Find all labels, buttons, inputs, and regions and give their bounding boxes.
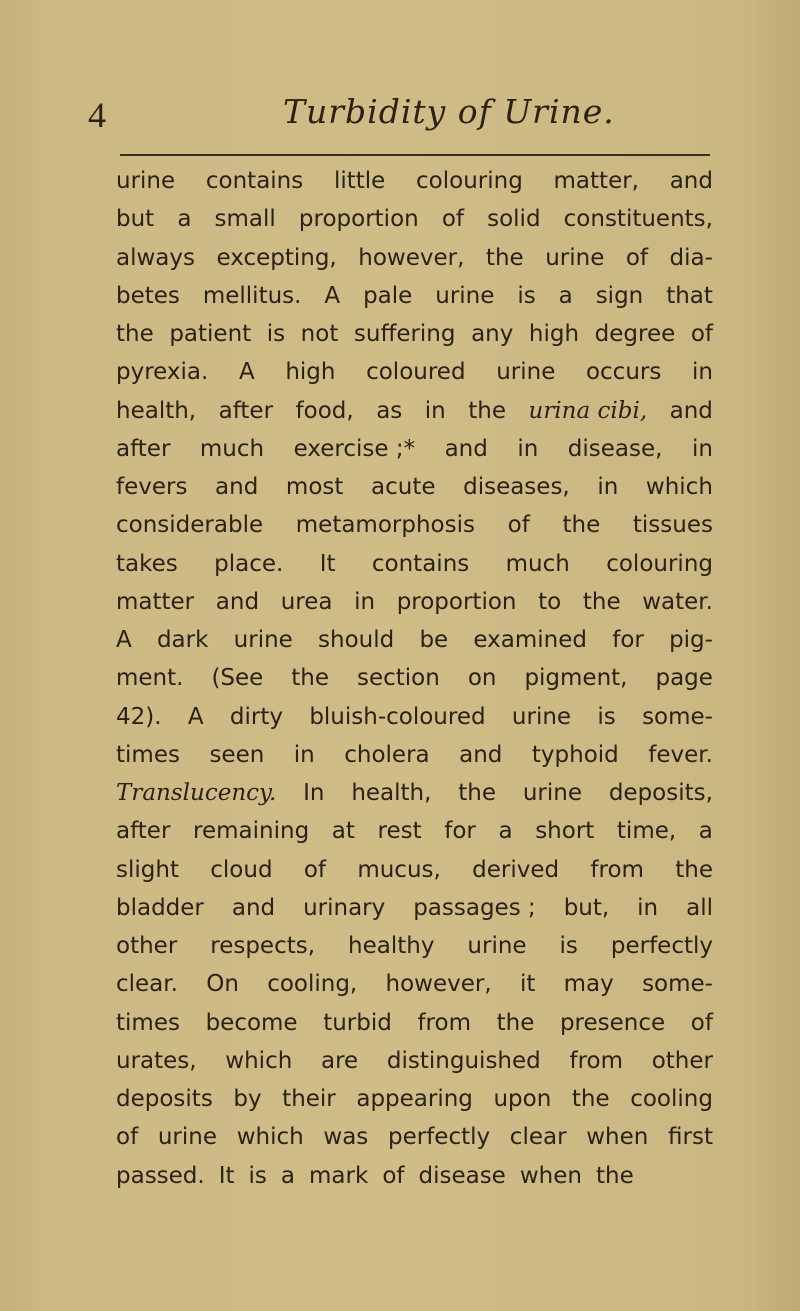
word: the xyxy=(485,244,524,271)
word: urine xyxy=(545,244,605,271)
word: at xyxy=(331,818,355,845)
text-line xyxy=(116,583,713,621)
running-head: Turbidity of Urine. xyxy=(283,92,615,131)
word: some- xyxy=(642,971,713,998)
text-line xyxy=(116,162,713,200)
text-line xyxy=(116,927,713,965)
word: In xyxy=(303,780,325,806)
text-line xyxy=(116,200,713,238)
word: urine xyxy=(435,282,495,309)
word: and xyxy=(669,397,713,424)
word: to xyxy=(538,588,562,615)
word: but, xyxy=(563,894,610,921)
word: rest xyxy=(377,818,422,845)
word: a xyxy=(177,206,192,233)
word: colouring xyxy=(606,550,713,577)
word: suffering xyxy=(353,321,456,347)
word: mellitus. xyxy=(202,282,302,309)
word: It xyxy=(218,1162,235,1189)
word: place. xyxy=(214,550,284,577)
word: urina cibi, xyxy=(528,397,648,424)
word: a xyxy=(698,818,713,845)
word: It xyxy=(319,550,336,577)
word: little xyxy=(333,168,386,194)
word: of xyxy=(441,206,464,233)
word: clear. xyxy=(116,971,178,998)
word: urea xyxy=(280,588,333,615)
word: and xyxy=(215,474,259,500)
word: for xyxy=(612,627,644,653)
word: contains xyxy=(205,168,304,194)
text-line xyxy=(116,659,713,697)
word: pig- xyxy=(669,627,713,653)
text-line xyxy=(116,1118,713,1156)
word: which xyxy=(225,1047,293,1074)
word: of xyxy=(625,244,649,271)
word: on xyxy=(467,665,497,692)
text-line xyxy=(116,736,713,774)
word: of xyxy=(507,512,530,539)
text-line xyxy=(116,239,713,277)
word: a xyxy=(558,282,573,309)
word: from xyxy=(569,1047,623,1074)
text-line xyxy=(116,812,713,850)
word: after xyxy=(116,818,171,845)
word: acute xyxy=(371,474,436,500)
word: exercise ;* xyxy=(293,435,416,462)
word: takes xyxy=(116,550,178,577)
word: urine xyxy=(233,627,293,653)
word: deposits, xyxy=(608,780,713,806)
word: dark xyxy=(156,627,209,653)
word: appearing xyxy=(356,1086,473,1112)
word: time, xyxy=(616,818,677,845)
word: their xyxy=(282,1086,336,1112)
word: a xyxy=(498,818,513,845)
word: for xyxy=(444,818,476,845)
word: the xyxy=(595,1162,634,1189)
word: the xyxy=(571,1086,610,1112)
word: degree xyxy=(594,321,676,347)
text-line xyxy=(116,430,713,468)
word: when xyxy=(519,1162,582,1189)
word: by xyxy=(233,1086,262,1112)
word: distinguished xyxy=(386,1047,541,1074)
word: cooling, xyxy=(267,971,358,998)
word: matter, xyxy=(553,168,639,194)
word: the xyxy=(468,397,506,424)
word: matter xyxy=(116,588,195,615)
word: which xyxy=(645,474,713,500)
page-number: 4 xyxy=(88,95,106,135)
text-line xyxy=(116,506,713,544)
word: bluish-coloured xyxy=(309,703,486,730)
word: high xyxy=(528,321,580,347)
word: the xyxy=(291,665,330,692)
word: is xyxy=(266,321,286,347)
word: of xyxy=(116,1124,139,1151)
word: bladder xyxy=(116,894,204,921)
word: respects, xyxy=(210,933,316,959)
word: is xyxy=(248,1162,267,1189)
word: typhoid xyxy=(531,741,619,768)
word: cholera xyxy=(344,741,430,768)
word: 42). xyxy=(116,703,162,730)
word: diseases, xyxy=(463,474,570,500)
word: pigment, xyxy=(524,665,628,692)
word: fever. xyxy=(648,741,713,768)
word: passed. xyxy=(116,1162,205,1189)
word: excepting, xyxy=(216,244,337,271)
word: tissues xyxy=(632,512,713,539)
word: urine xyxy=(116,168,176,194)
word: the xyxy=(496,1009,535,1036)
word: On xyxy=(206,971,239,998)
word: always xyxy=(116,244,195,271)
text-line xyxy=(116,774,713,812)
word: solid xyxy=(487,206,541,233)
word: health, xyxy=(351,780,432,806)
word: and xyxy=(444,435,488,462)
word: seen xyxy=(209,741,265,768)
word: not xyxy=(300,321,339,347)
word: is xyxy=(559,933,578,959)
word: of xyxy=(690,1009,713,1036)
word: presence xyxy=(559,1009,666,1036)
text-line xyxy=(116,1080,713,1118)
body-text xyxy=(116,162,713,1195)
word: in xyxy=(691,435,713,462)
text-line xyxy=(116,1042,713,1080)
word: health, xyxy=(116,397,197,424)
word: most xyxy=(285,474,344,500)
word: as xyxy=(376,397,403,424)
text-line xyxy=(116,851,713,889)
text-line xyxy=(116,468,713,506)
word: patient xyxy=(169,321,252,347)
word: clear xyxy=(509,1124,567,1151)
word: small xyxy=(214,206,276,233)
word: pyrexia. xyxy=(116,359,209,386)
word: food, xyxy=(295,397,354,424)
word: examined xyxy=(473,627,587,653)
word: dirty xyxy=(229,703,283,730)
word: colouring xyxy=(416,168,523,194)
word: dia- xyxy=(669,244,713,271)
word: was xyxy=(323,1124,369,1151)
word: contains xyxy=(371,550,470,577)
header-rule xyxy=(120,154,710,156)
text-line xyxy=(116,965,713,1003)
word: coloured xyxy=(366,359,466,386)
word: page xyxy=(655,665,713,692)
word: but xyxy=(116,206,155,233)
word: upon xyxy=(493,1086,552,1112)
word: a xyxy=(280,1162,296,1189)
word: become xyxy=(205,1009,298,1036)
text-line xyxy=(116,315,713,353)
word: mark xyxy=(309,1162,369,1189)
word: of xyxy=(690,321,713,347)
text-line xyxy=(116,1004,713,1042)
word: urates, xyxy=(116,1047,197,1074)
word: are xyxy=(321,1047,359,1074)
word: and xyxy=(231,894,276,921)
word: when xyxy=(586,1124,649,1151)
word: in xyxy=(597,474,619,500)
word: in xyxy=(637,894,659,921)
word: the xyxy=(562,512,601,539)
word: the xyxy=(675,856,713,883)
word: pale xyxy=(363,282,413,309)
word: that xyxy=(666,282,713,309)
text-line xyxy=(116,277,713,315)
word: derived xyxy=(472,856,560,883)
word: times xyxy=(116,741,180,768)
word: is xyxy=(517,282,536,309)
word: it xyxy=(519,971,536,998)
word: is xyxy=(597,703,616,730)
word: and xyxy=(215,588,260,615)
word: the xyxy=(458,780,497,806)
word: and xyxy=(669,168,713,194)
word: which xyxy=(236,1124,304,1151)
word: Translucency. xyxy=(116,780,277,806)
word: short xyxy=(535,818,595,845)
text-line xyxy=(116,1157,713,1195)
word: be xyxy=(419,627,449,653)
word: any xyxy=(471,321,514,347)
word: from xyxy=(590,856,644,883)
word: considerable xyxy=(116,512,264,539)
word: urine xyxy=(522,780,582,806)
word: first xyxy=(668,1124,713,1151)
word: A xyxy=(116,627,132,653)
word: ment. xyxy=(116,665,184,692)
word: the xyxy=(582,588,621,615)
word: proportion xyxy=(298,206,419,233)
word: sign xyxy=(595,282,644,309)
text-line xyxy=(116,353,713,391)
word: of xyxy=(303,856,327,883)
word: perfectly xyxy=(610,933,713,959)
word: after xyxy=(116,435,171,462)
word: A xyxy=(238,359,255,386)
word: much xyxy=(199,435,265,462)
word: the xyxy=(116,321,154,347)
word: other xyxy=(651,1047,713,1074)
word: may xyxy=(563,971,614,998)
word: should xyxy=(318,627,395,653)
word: water. xyxy=(642,588,713,615)
word: deposits xyxy=(116,1086,213,1112)
word: urine xyxy=(511,703,572,730)
word: proportion xyxy=(396,588,517,615)
word: much xyxy=(505,550,570,577)
text-line xyxy=(116,392,713,430)
text-line xyxy=(116,545,713,583)
word: turbid xyxy=(323,1009,392,1036)
word: disease, xyxy=(567,435,663,462)
word: metamorphosis xyxy=(295,512,475,539)
word: healthy xyxy=(348,933,435,959)
word: and xyxy=(459,741,503,768)
word: other xyxy=(116,933,178,959)
word: urine xyxy=(496,359,556,386)
text-line xyxy=(116,698,713,736)
word: mucus, xyxy=(357,856,441,883)
word: (See xyxy=(211,665,264,692)
word: after xyxy=(218,397,274,424)
word: urine xyxy=(467,933,527,959)
word: in xyxy=(354,588,376,615)
word: urine xyxy=(157,1124,218,1151)
word: in xyxy=(517,435,539,462)
word: however, xyxy=(385,971,492,998)
word: A xyxy=(324,282,341,309)
word: remaining xyxy=(193,818,310,845)
word: betes xyxy=(116,282,180,309)
word: all xyxy=(686,894,713,921)
word: however, xyxy=(358,244,465,271)
word: A xyxy=(187,703,204,730)
text-line xyxy=(116,889,713,927)
word: slight xyxy=(116,856,179,883)
page-header xyxy=(88,92,728,152)
word: urinary xyxy=(303,894,386,921)
word: occurs xyxy=(585,359,662,386)
word: fevers xyxy=(116,474,188,500)
word: cooling xyxy=(630,1086,713,1112)
word: times xyxy=(116,1009,180,1036)
word: section xyxy=(357,665,440,692)
word: passages ; xyxy=(413,894,536,921)
word: in xyxy=(691,359,713,386)
word: in xyxy=(424,397,446,424)
word: some- xyxy=(642,703,713,730)
word: high xyxy=(285,359,336,386)
word: cloud xyxy=(210,856,273,883)
word: from xyxy=(417,1009,471,1036)
word: of xyxy=(382,1162,405,1189)
word: perfectly xyxy=(387,1124,491,1151)
word: in xyxy=(293,741,315,768)
text-line xyxy=(116,621,713,659)
word: disease xyxy=(418,1162,506,1189)
word: constituents, xyxy=(563,206,713,233)
